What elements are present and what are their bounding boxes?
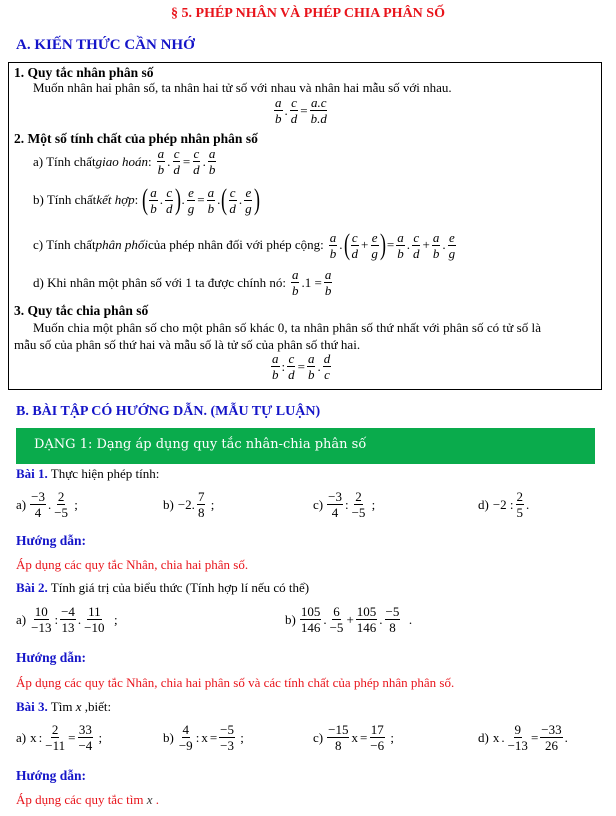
bai1-label: Bài 1.	[16, 466, 48, 481]
rule3-text-line1: Muốn chia một phân số cho một phân số khác 0, ta nhân phân số thứ nhất với phân số có tử số là	[33, 320, 542, 335]
item-label: d)	[478, 496, 489, 512]
bai3-guide-post: .	[152, 792, 159, 807]
distributive-prefix: c) Tính chất	[33, 237, 96, 252]
rule2-title: 2. Một số tính chất của phép nhân phân số	[14, 131, 258, 146]
dang1-banner-text: DẠNG 1: Dạng áp dụng quy tắc nhân-chia phân số	[34, 437, 367, 452]
colon: :	[134, 192, 139, 207]
bai3-prompt-post: ,biết:	[81, 699, 112, 714]
bai2-heading	[16, 580, 309, 596]
item-label: c)	[313, 496, 324, 512]
rule3-formula: $\frac{a}{b}$ : $\frac{c}{d}$ = $\frac{a}{b}$ . $\frac{d}{c}$	[272, 351, 331, 382]
bai2-item-a: a) $\frac{10}{-13}$ : $\frac{-4}{13}$ . $\frac{11}{-10}$ ;	[16, 604, 118, 635]
page-title: § 5. PHÉP NHÂN VÀ PHÉP CHIA PHÂN SỐ	[171, 6, 445, 21]
item-label: d)	[478, 729, 489, 745]
bai1-prompt: Thực hiện phép tính:	[47, 466, 160, 481]
colon: :	[147, 153, 152, 169]
bai3-item-a: a) x : $\frac{2}{-11}$ = $\frac{33}{-4}$ ;	[16, 722, 103, 753]
item-label: a)	[16, 496, 27, 512]
commutative-prefix: a) Tính chất	[33, 153, 96, 169]
distributive-term: phân phối	[95, 237, 148, 252]
bai1-heading	[16, 466, 159, 482]
bai3-item-c: c) $\frac{-15}{8}$ x = $\frac{17}{-6}$ ;	[313, 722, 395, 753]
item-label: a)	[16, 611, 27, 627]
identity-text: d) Khi nhân một phân số với 1 ta được chính nó:	[33, 274, 286, 290]
item-label: a)	[16, 729, 27, 745]
distributive-suffix: của phép nhân đối với phép cộng:	[147, 237, 324, 252]
bai3-heading	[16, 699, 111, 715]
section-b-heading: B. BÀI TẬP CÓ HƯỚNG DẪN. (MẪU TỰ LUẬN)	[16, 404, 321, 419]
associative-term: kết hợp	[96, 192, 135, 207]
property-associative: b) Tính chất kết hợp : ( $\frac{a}{b}$ . $\frac{c}{d}$ ) . $\frac{e}{g}$ = $\frac{a}{b}$ . ( $\frac{c}{d}$ . $\frac{e}{g}$ )	[33, 183, 260, 216]
bai3-item-b: b) $\frac{4}{-9}$ : x = $\frac{-5}{-3}$ ;	[163, 722, 244, 753]
property-identity: d) Khi nhân một phân số với 1 ta được chính nó: $\frac{a}{b}$ .1 = $\frac{a}{b}$	[33, 267, 332, 298]
bai2-item-b: b) $\frac{105}{146}$ . $\frac{6}{-5}$ + $\frac{105}{146}$ . $\frac{-5}{8}$ .	[285, 604, 413, 635]
bai1-item-d: d) −2 : $\frac{2}{5}$ .	[478, 489, 530, 520]
variable-x: x	[146, 792, 153, 807]
bai3-item-d: d) x . $\frac{9}{-13}$ = $\frac{-33}{26}$ .	[478, 722, 568, 753]
bai3-prompt-pre: Tìm	[47, 699, 76, 714]
item-label: b)	[285, 611, 296, 627]
rule3-text-line2: mẫu số của phân số thứ hai và mẫu số là tử số của phân số thứ hai.	[14, 337, 361, 352]
bai3-guide-text	[16, 792, 159, 808]
bai1-item-a: a) $\frac{-3}{4}$ . $\frac{2}{-5}$ ;	[16, 489, 78, 520]
rule1-formula: $\frac{a}{b}$ . $\frac{c}{d}$ = $\frac{a.c}{b.d}$	[275, 95, 327, 126]
bai3-guide-pre: Áp dụng các quy tắc tìm	[16, 792, 147, 807]
bai1-guide-text: Áp dụng các quy tắc Nhân, chia hai phân số.	[16, 557, 249, 572]
dang1-banner	[16, 428, 595, 464]
section-a-heading: A. KIẾN THỨC CẦN NHỚ	[16, 37, 195, 53]
bai2-guide-text: Áp dụng các quy tắc Nhân, chia hai phân số và các tính chất của phép nhân phân số.	[16, 675, 455, 690]
rule3-title: 3. Quy tắc chia phân số	[14, 303, 149, 318]
property-commutative: a) Tính chất giao hoán : $\frac{a}{b}$ . $\frac{c}{d}$ = $\frac{c}{d}$ . $\frac{a}{b}$	[33, 146, 216, 177]
rule1-title: 1. Quy tắc nhân phân số	[14, 65, 154, 80]
bai3-guide-label: Hướng dẫn:	[16, 768, 86, 783]
associative-prefix: b) Tính chất	[33, 192, 97, 207]
bai3-label: Bài 3.	[16, 699, 48, 714]
property-distributive: c) Tính chất phân phối của phép nhân đối với phép cộng: $\frac{a}{b}$ . ( $\frac{c}{d}$ + $\frac{e}{g}$ ) = $\frac{a}{b}$ . $\frac{c}{d}$ + $\frac{a}{b}$ . $\frac{e}{g}$	[33, 228, 456, 261]
item-label: c)	[313, 729, 324, 745]
bai2-prompt: Tính giá trị của biểu thức (Tính hợp lí nếu có thể)	[47, 580, 310, 595]
bai2-guide-label: Hướng dẫn:	[16, 650, 86, 665]
commutative-term: giao hoán	[95, 153, 148, 169]
item-label: b)	[163, 729, 174, 745]
variable-x: x	[75, 699, 82, 714]
bai1-guide-label: Hướng dẫn:	[16, 533, 86, 548]
bai1-item-b: b) −2. $\frac{7}{8}$ ;	[163, 489, 215, 520]
rule1-text: Muốn nhân hai phân số, ta nhân hai tử số với nhau và nhân hai mẫu số với nhau.	[33, 80, 452, 95]
bai2-label: Bài 2.	[16, 580, 48, 595]
item-label: b)	[163, 496, 174, 512]
bai1-item-c: c) $\frac{-3}{4}$ : $\frac{2}{-5}$ ;	[313, 489, 376, 520]
